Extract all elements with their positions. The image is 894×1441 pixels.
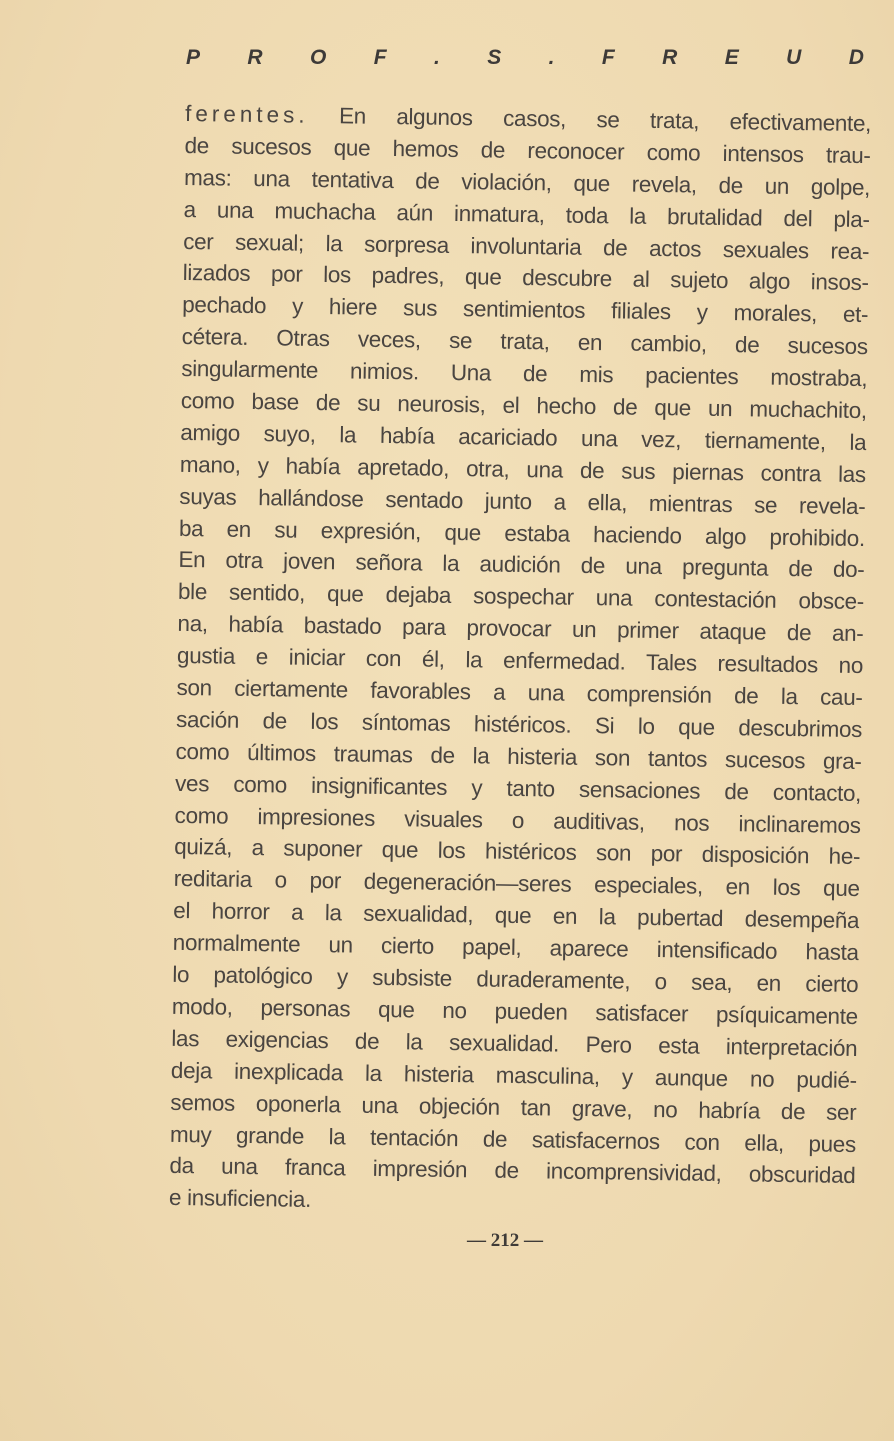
text-line: e insuficiencia.	[168, 1185, 312, 1213]
header-letter: .	[548, 46, 555, 69]
text-line: muy grande la tentación de satisfacernos con ella, pues	[169, 1121, 857, 1157]
text-line: sación de los síntomas histéricos. Si lo que descubrimos	[175, 706, 863, 743]
text-line: modo, personas que no pueden satisfacer psíquicamente	[171, 993, 858, 1029]
text-line: cétera. Otras veces, se trata, en cambio, de sucesos	[181, 324, 868, 360]
text-line: normalmente un cierto papel, aparece intensificado hasta	[172, 930, 859, 966]
text-line: mano, y había apretado, otra, una de sus piernas contra las	[179, 451, 866, 487]
text-line: como impresiones visuales o auditivas, nos inclinaremos	[174, 802, 861, 838]
text-line: En otra joven señora la audición de una pregunta de do-	[178, 547, 865, 583]
header-letter: R	[247, 46, 263, 69]
text-line: deja inexplicada la histeria masculina, y aunque no pudié-	[170, 1057, 858, 1093]
text-line: quizá, a suponer que los histéricos son por disposición he-	[174, 834, 861, 870]
first-word-spaced: ferentes.	[184, 100, 309, 128]
text-line: como base de su neurosis, el hecho de que un muchachito,	[180, 387, 867, 424]
text-line: ba en su expresión, que estaba haciendo algo prohibido.	[178, 515, 866, 551]
header-letter: D	[848, 46, 864, 69]
header-letter: E	[724, 46, 739, 69]
header-letter: P	[186, 46, 201, 69]
text-line: na, había bastado para provocar un primer ataque de an-	[177, 611, 864, 647]
text-line: de sucesos que hemos de reconocer como intensos trau-	[184, 132, 871, 169]
text-line: lizados por los padres, que descubre al sujeto algo insos-	[182, 260, 869, 296]
text-line: pechado y hiere sus sentimientos filiales y morales, et-	[182, 292, 869, 328]
header-letter: R	[662, 46, 678, 69]
text-line: a una muchacha aún inmatura, toda la brutalidad del pla-	[183, 196, 870, 232]
running-header	[186, 46, 864, 70]
text-line: da una franca impresión de incomprensividad, obscuridad	[169, 1153, 856, 1189]
header-letter: S	[487, 46, 502, 69]
header-letter: O	[310, 46, 327, 69]
text-line: como últimos traumas de la histeria son tantos sucesos gra-	[175, 738, 862, 774]
text-line: gustia e iniciar con él, la enfermedad. Tales resultados no	[176, 643, 864, 679]
text-line: cer sexual; la sorpresa involuntaria de actos sexuales rea-	[183, 228, 870, 264]
text-line: ble sentido, que dejaba sospechar una contestación obsce-	[177, 579, 865, 615]
header-letter: U	[786, 46, 802, 69]
page-number: — 212 —	[467, 1230, 543, 1251]
text-line: son ciertamente favorables a una comprensión de la cau-	[176, 674, 863, 711]
text-line: ves como insignificantes y tanto sensaciones de contacto,	[174, 770, 862, 806]
text-line: amigo suyo, la había acariciado una vez, tiernamente, la	[180, 419, 867, 456]
text-line: semos oponerla una objeción tan grave, no habría de ser	[170, 1089, 857, 1125]
body-text	[169, 98, 871, 1224]
text-line: reditaria o por degeneración—seres especiales, en los que	[173, 866, 860, 902]
header-letter: F	[373, 46, 387, 69]
text-line: el horror a la sexualidad, que en la pubertad desempeña	[173, 898, 860, 934]
text-line: singularmente nimios. Una de mis pacientes mostraba,	[181, 356, 868, 392]
text-line: mas: una tentativa de violación, que revela, de un golpe,	[183, 164, 871, 200]
header-letter: F	[601, 46, 615, 69]
line-text: En algunos casos, se trata, efectivamente,	[308, 102, 872, 137]
header-letter: .	[433, 46, 440, 69]
text-line: lo patológico y subsiste duraderamente, o sea, en cierto	[172, 961, 859, 998]
text-line: suyas hallándose sentado junto a ella, mientras se revela-	[179, 483, 866, 519]
text-line: las exigencias de la sexualidad. Pero esta interpretación	[171, 1025, 858, 1061]
